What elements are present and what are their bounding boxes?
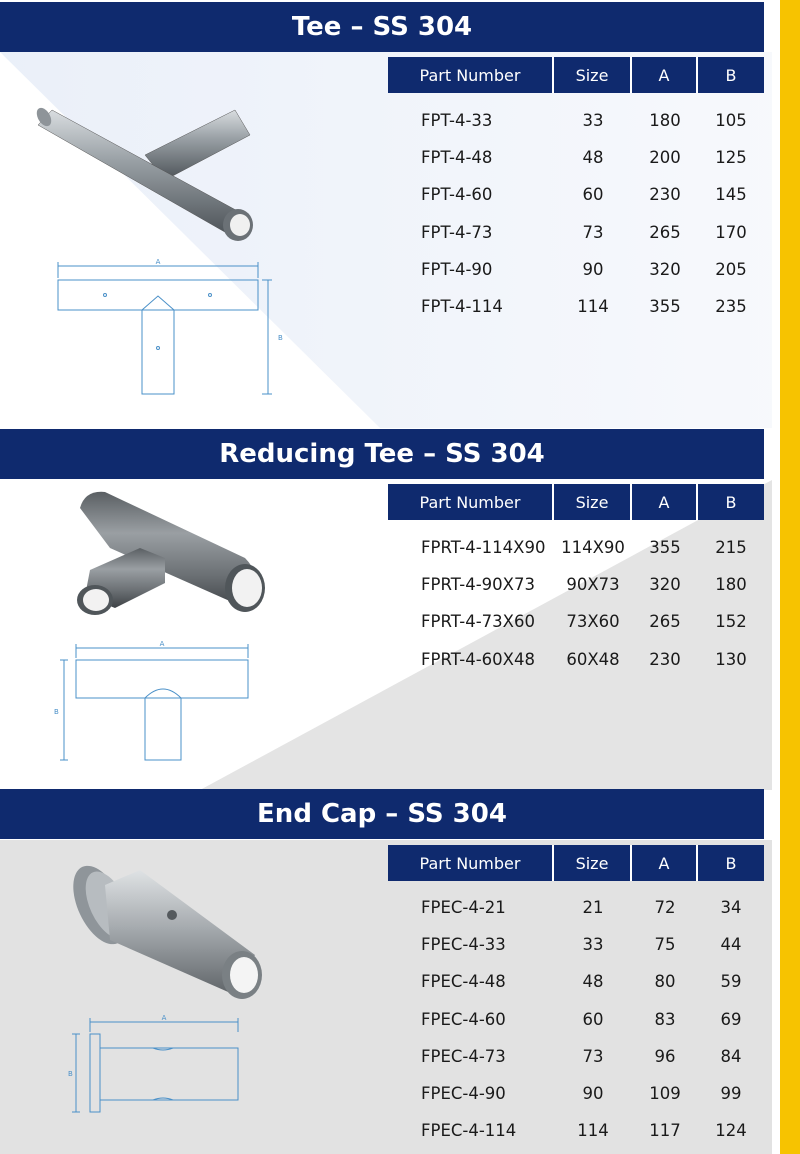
dimension-label-b: B <box>278 334 283 342</box>
table-row: FPRT-4-90X73 90X73 320 180 <box>421 575 747 595</box>
table-row: FPT-4-73 73 265 170 <box>421 222 747 242</box>
yellow-side-stripe <box>780 0 800 1154</box>
tee-dimension-drawing <box>50 258 283 400</box>
col-part-number: Part Number <box>388 484 554 520</box>
table-row: FPEC-4-33 33 75 44 <box>421 935 742 955</box>
col-a: A <box>632 484 698 520</box>
table-row: FPEC-4-114 114 117 124 <box>421 1121 747 1141</box>
dimension-label-a: A <box>155 258 161 266</box>
table-row: FPT-4-48 48 200 125 <box>421 148 747 168</box>
table-row: FPT-4-33 33 180 105 <box>421 111 747 131</box>
dimension-label-a: A <box>161 1014 167 1022</box>
table-header <box>388 845 764 881</box>
end-cap-table <box>388 845 764 1149</box>
end-cap-product-image <box>70 860 270 1010</box>
tee-table <box>388 57 764 325</box>
section-title-end-cap: End Cap – SS 304 <box>0 789 764 839</box>
table-row: FPT-4-90 90 320 205 <box>421 259 747 279</box>
table-row: FPT-4-114 114 355 235 <box>421 297 747 317</box>
col-part-number: Part Number <box>388 57 554 93</box>
end-cap-dimension-drawing <box>68 1014 248 1118</box>
col-b: B <box>698 484 764 520</box>
table-header <box>388 484 764 520</box>
col-part-number: Part Number <box>388 845 554 881</box>
right-white-margin <box>772 0 780 1154</box>
dimension-label-a: A <box>159 640 165 648</box>
reducing-tee-product-image <box>60 488 275 618</box>
table-row: FPRT-4-60X48 60X48 230 130 <box>421 649 747 669</box>
col-a: A <box>632 845 698 881</box>
col-a: A <box>632 57 698 93</box>
col-b: B <box>698 57 764 93</box>
table-row: FPEC-4-21 21 72 34 <box>421 898 742 918</box>
table-row: FPEC-4-48 48 80 59 <box>421 972 742 992</box>
tee-product-image <box>30 95 250 255</box>
col-size: Size <box>554 484 632 520</box>
reducing-tee-dimension-drawing <box>48 638 258 766</box>
col-b: B <box>698 845 764 881</box>
table-row: FPEC-4-60 60 83 69 <box>421 1009 742 1029</box>
section-title-reducing-tee: Reducing Tee – SS 304 <box>0 429 764 479</box>
table-row: FPEC-4-90 90 109 99 <box>421 1084 742 1104</box>
col-size: Size <box>554 845 632 881</box>
dimension-label-b: B <box>68 1070 73 1078</box>
reducing-tee-table <box>388 484 764 678</box>
table-header <box>388 57 764 93</box>
table-row: FPEC-4-73 73 96 84 <box>421 1046 742 1066</box>
table-row: FPRT-4-114X90 114X90 355 215 <box>421 538 747 558</box>
table-row: FPRT-4-73X60 73X60 265 152 <box>421 612 747 632</box>
col-size: Size <box>554 57 632 93</box>
section-title-tee: Tee – SS 304 <box>0 2 764 52</box>
dimension-label-b: B <box>54 708 59 716</box>
table-row: FPT-4-60 60 230 145 <box>421 185 747 205</box>
